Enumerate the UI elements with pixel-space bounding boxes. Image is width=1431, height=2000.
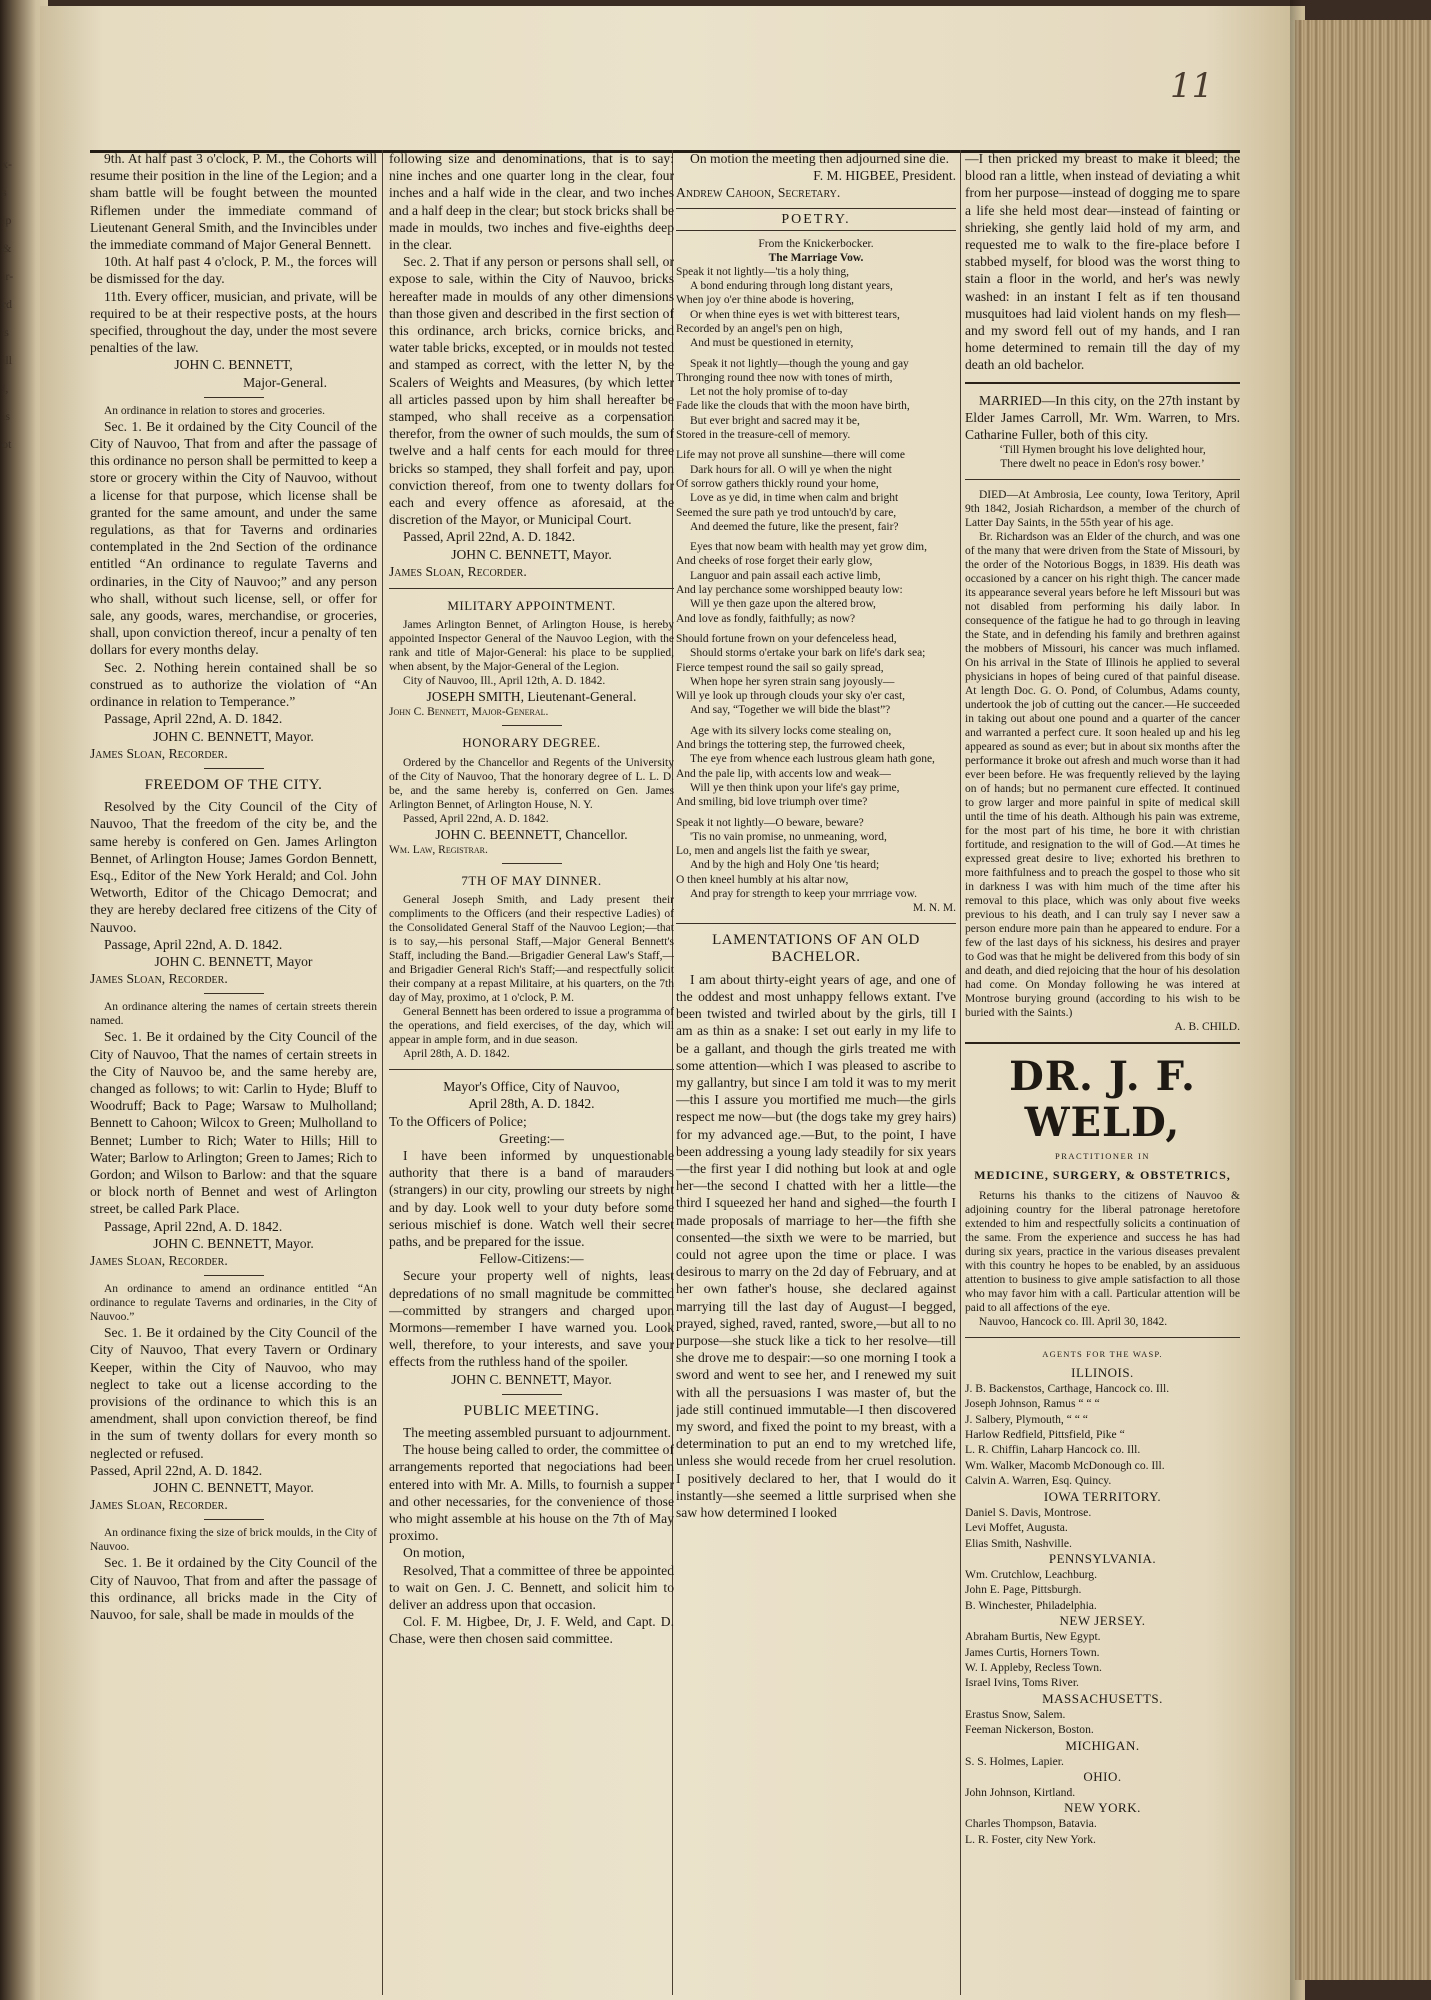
ordinance-section: Sec. 2. That if any person or persons shall sell, or expose to sale, within the City of Nauvoo, bricks hereafter made in moulds of any other dimensions than those given and described in the first section of this ordinance, arch bricks, cornice bricks, and water table bricks, excepted, or in moulds not tested and stamped as correct, with the letter N, by the Scalers of Weights and Measures, (by which letter all articles passed upon by him shall hereafter be stamped, who shall receive as a corpensation therefor, from the owner of such moulds, the sum of twelve and a half cents for each mould for three bricks so stamped, they shall forfeit and pay, upon conviction thereof, from one to twenty dollars for each and every offence as aforesaid, at the discretion of the Mayor, or Municipal Court. (389, 254, 674, 528)
poem-line: O then kneel humbly at his altar now, (676, 873, 849, 886)
column-2 (389, 150, 674, 1995)
agent-entry: B. Winchester, Philadelphia. (965, 1598, 1097, 1612)
poem-line: Languor and pain assail each active limb, (690, 569, 881, 582)
left-page-fragment: ot (2, 437, 12, 451)
divider (676, 923, 956, 924)
column-1 (90, 150, 377, 1995)
agents-list (965, 1365, 1240, 1847)
left-page-fragment: ir- (2, 269, 14, 283)
mayor-signature: JOHN C. BENNETT, Mayor. (153, 1235, 314, 1251)
poem-source: From the Knickerbocker. (758, 237, 874, 250)
advertisement-date: Nauvoo, Hancock co. Ill. April 30, 1842. (979, 1315, 1168, 1328)
poem-line: And brings the tottering step, the furrowed cheek, (676, 739, 905, 752)
poem-line: But ever bright and sacred may it be, (690, 414, 860, 427)
dinner-text: General Bennett has been ordered to issue a programma of the operations, and field exercises, of the day, which will appear in ample form, and in due season. (389, 1006, 674, 1047)
agent-entry: James Curtis, Horners Town. (965, 1645, 1100, 1659)
mayor-signature: JOHN C. BENNETT, Mayor. (153, 1480, 314, 1496)
police-notice: I have been informed by unquestionable authority that there is a band of marauders (strangers) in our city, prowling our streets by night and by day. Look well to your duty before some serious mischief is done. Watch well their secret paths, and be prepared for the issue. (389, 1147, 674, 1249)
lament-text: I am about thirty-eight years of age, and one of the oddest and most unhappy fellows extant. I've been twisted and twirled about by the girls, till I am as thin as a snake: I set out early in my life to be a gallant, and though the girls treated me with some attention—which I was pleased to ascribe to my gallantry, but since I am told it was to my merit—this I assure you mortified me much—the girls respect me now—but (the dogs take my grey hairs) for my advanced age.—But, to the point, I have been addressing a young lady steadily for six years—the first year I did nothing but look at and ogle her—the second I chatted with her a little—the third I squeezed her hand and sighed—the fourth I made proposals of marriage to her—the fifth she consented—the sixth we were to be married, but could not agree upon the time or place. I was desirous to marry on the 2d day of February, and at her own father's house, she declared against marrying till the last day of August—I begged, prayed, sighed, raved, ranted, swore,—but all to no purpose—she stuck like a tick to her resolve—till she drove me to despair:—so one morning I took a sword and went to see her, and I renewed my suit with all the persuasions I was master of, but the jade still continued immutable—I then discovered my sword, and fixed the point to my breast, with a determination to put an end to my wretched life, unless she would recede from her cruel resolution. I positively declared to her, that I would do it instantly—she seemed a little surprised when she saw how determined I looked (676, 971, 956, 1520)
agent-entry: Levi Moffet, Augusta. (965, 1521, 1068, 1535)
agent-entry: Charles Thompson, Batavia. (965, 1817, 1097, 1831)
divider (502, 725, 562, 726)
poem-line: Speak it not lightly—'tis a holy thing, (676, 265, 849, 278)
poem-line: Should storms o'ertake your bark on life's dark sea; (690, 647, 926, 660)
meeting-text: Col. F. M. Higbee, Dr, J. F. Weld, and Capt. D. Chase, were then chosen said committee. (389, 1614, 674, 1647)
section-heading: LAMENTATIONS OF AN OLD BACHELOR. (712, 932, 920, 966)
divider (389, 1069, 674, 1070)
poem-line: Stored in the treasure-cell of memory. (676, 429, 851, 442)
divider (965, 1042, 1240, 1044)
agent-entry: W. I. Appleby, Recless Town. (965, 1660, 1102, 1674)
section-heading: HONORARY DEGREE. (462, 735, 601, 751)
agent-entry: John Johnson, Kirtland. (965, 1785, 1076, 1799)
left-page-fragment: ill (2, 353, 13, 367)
meeting-adjourned: On motion the meeting then adjourned sine die. (690, 151, 949, 166)
signature-name: JOHN C. BENNETT, (174, 357, 293, 373)
chancellor-signature: JOHN C. BEENNETT, Chancellor. (435, 826, 628, 842)
meeting-text: The house being called to order, the committee of arrangements reported that negociations had been entered into with Mr. A. Mills, to fournish a supper and other necessaries, for the convenience of those who might assemble at his house on the 7th of May proximo. (389, 1442, 674, 1544)
poem-line: And the pale lip, with accents low and weak— (676, 767, 891, 780)
appointment-text: James Arlington Bennet, of Arlington House, is hereby appointed Inspector General of the Nauvoo Legion, with the rank and title of Major-General: his place to be supplied, when absent, by the Major-General of the Legion. (389, 619, 674, 674)
marriage-verse: ‘Till Hymen brought his love delighted hour, (999, 444, 1206, 457)
divider (965, 479, 1240, 480)
agent-state-heading: IOWA TERRITORY. (1043, 1488, 1162, 1504)
poem-line: When hope her syren strain sang joyously— (690, 675, 895, 688)
poem-line: 'Tis no vain promise, no unmeaning, word, (690, 830, 887, 843)
registrar-signature: Wm. Law, Registrar. (389, 843, 488, 856)
poem-line: Recorded by an angel's pen on high, (676, 323, 843, 335)
poem-line: And must be questioned in eternity, (690, 337, 854, 350)
poem-line: Let not the holy promise of to-day (690, 386, 848, 399)
left-page-fragment: x- (2, 157, 12, 171)
poem-line: Speak it not lightly—though the young and gay (690, 357, 909, 370)
mayors-office-heading: Mayor's Office, City of Nauvoo, (443, 1079, 620, 1095)
agent-entry: John E. Page, Pittsburgh. (965, 1583, 1082, 1597)
ordinance-section: Sec. 1. Be it ordained by the City Council of the City of Nauvoo, That from and after the passage of this ordinance, all bricks made in the City of Nauvoo, for sale, shall be made in moulds of the (90, 1555, 377, 1623)
agent-entry: Feeman Nickerson, Boston. (965, 1723, 1094, 1737)
divider (965, 382, 1240, 384)
agent-state-heading: PENNSYLVANIA. (1048, 1550, 1157, 1566)
poem-line: Age with its silvery locks come stealing on, (690, 724, 892, 737)
meeting-text: The meeting assembled pursuant to adjournment. (403, 1424, 672, 1440)
section-heading: 7TH OF MAY DINNER. (461, 872, 602, 888)
passage-date: Passage, April 22nd, A. D. 1842. (104, 711, 283, 727)
column-rule (960, 150, 961, 1995)
dinner-text: General Joseph Smith, and Lady present their compliments to the Officers (and their respective Ladies) of the Consolidated General Staff of the Nauvoo Legion;—that is to say,—his personal Staff,—Major General Bennett's Staff, including the Band.—Brigadier General Law's Staff,—and Brigadier General Rich's Staff;—and respectfully solicit their company at a repast Militaire, at his quarters, on the 7th day of May, proximo, at 1 o'clock, P. M. (389, 894, 674, 1005)
agent-entry: Wm. Crutchlow, Leachburg. (965, 1567, 1098, 1581)
divider (204, 1519, 264, 1520)
advertisement-specialties: MEDICINE, SURGERY, & OBSTETRICS, (974, 1168, 1231, 1183)
poem-line: Should fortune frown on your defenceless head, (676, 632, 897, 645)
signature-title: Major-General. (243, 374, 327, 390)
passage-date: Passage, April 22nd, A. D. 1842. (104, 936, 283, 952)
advertisement-title: DR. J. F. WELD, (1009, 1053, 1196, 1147)
dinner-date: April 28th, A. D. 1842. (403, 1048, 510, 1061)
recorder-signature: James Sloan, Recorder. (90, 971, 228, 987)
agent-state-heading: OHIO. (1083, 1768, 1122, 1784)
poem-title: The Marriage Vow. (768, 251, 864, 264)
passage-date: Passed, April 22nd, A. D. 1842. (403, 812, 549, 825)
left-page-fragment: ip (2, 213, 12, 227)
ordinance-title: An ordinance fixing the size of brick moulds, in the City of Nauvoo. (90, 1527, 377, 1554)
mayor-signature: JOHN C. BENNETT, Mayor. (153, 728, 314, 744)
recorder-signature: James Sloan, Recorder. (90, 1252, 228, 1268)
agent-entry: J. Salbery, Plymouth, “ “ “ (965, 1412, 1088, 1426)
mayor-signature: JOHN C. BENNETT, Mayor. (451, 1371, 612, 1387)
recorder-signature: James Sloan, Recorder. (389, 563, 527, 579)
agent-entry: Calvin A. Warren, Esq. Quincy. (965, 1474, 1112, 1488)
lament-continuation: —I then pricked my breast to make it bleed; the blood ran a little, when instead of deviating a whit from her purpose—instead of dogging me to spare a life she held most dear—instead of fainting or shrieking, she gently laid hold of my arm, and requested me to walk to the fire-place before I stabbed myself, for blood was the worst thing to stain a floor in the world, and her's was newly washed: in an instant I felt as if ten thousand musquitoes had laid violent hands on my flesh—and my sword fell out of my hands, and I ran home determined to remain till the day of my death an old bachelor. (965, 151, 1240, 373)
order-9th: 9th. At half past 3 o'clock, P. M., the Cohorts will resume their position in the line of the Legion; and a sham battle will be fought between the mounted Riflemen under the immediate command of Lieutenant General Smith, and the Invincibles under the immediate command of Major General Bennett. (90, 151, 377, 253)
passage-date: Passed, April 22nd, A. D. 1842. (90, 1462, 263, 1478)
page-edge-shadow (1290, 0, 1302, 2000)
agent-entry: Abraham Burtis, New Egypt. (965, 1630, 1101, 1644)
column-4 (965, 150, 1240, 1995)
left-page-fragment: rd (2, 297, 12, 311)
poem-line: Will ye then gaze upon the altered brow, (690, 598, 876, 611)
poem-line: And deemed the future, like the present, fair? (690, 520, 899, 533)
divider (502, 863, 562, 864)
agent-entry: Elias Smith, Nashville. (965, 1536, 1072, 1550)
poem-line: And smiling, bid love triumph over time? (676, 796, 868, 809)
ordinance-continuation: following size and denominations, that is to say: nine inches and one quarter long in the clear, four inches and a half wide in the clear, and two inches and a half deep in the clear; but stock bricks shall be made in moulds, two inches and five-eighths deep in the clear. (389, 151, 674, 253)
mayor-signature: JOHN C. BENNETT, Mayor (154, 953, 313, 969)
ordinance-title: An ordinance to amend an ordinance entitled “An ordinance to regulate Taverns and ordinaries, in the City of Nauvoo.” (90, 1283, 377, 1324)
secretary-signature: Andrew Cahoon, Secretary. (676, 185, 841, 201)
poem-line: Will ye look up through clouds your sky o'er cast, (676, 690, 906, 703)
agent-entry: Wm. Walker, Macomb McDonough co. Ill. (965, 1458, 1165, 1472)
poem-line: Lo, men and angels list the faith ye swear, (676, 845, 870, 858)
agent-state-heading: ILLINOIS. (1071, 1364, 1134, 1380)
poem-line: Fierce tempest round the sail so gaily spread, (676, 661, 884, 674)
ordinance-section: Sec. 1. Be it ordained by the City Council of the City of Nauvoo, That every Tavern or Ordinary Keeper, within the City of Nauvoo, who may neglect to take out a license according to the provisions of the ordinance to which this is an amendment, shall upon conviction thereof, be find in the sum of twenty dollars for every month so neglected or refused. (90, 1325, 377, 1461)
poem-line: The eye from whence each lustrous gleam hath gone, (690, 753, 935, 766)
police-address: To the Officers of Police; (389, 1113, 527, 1129)
agent-state-heading: MICHIGAN. (1065, 1737, 1140, 1753)
appointment-date: City of Nauvoo, Ill., April 12th, A. D. 1842. (403, 675, 606, 688)
section-heading: PUBLIC MEETING. (463, 1402, 600, 1419)
left-page-fragment: s (2, 185, 7, 199)
agent-entry: J. B. Backenstos, Carthage, Hancock co. Ill. (965, 1381, 1170, 1395)
advertisement-subtitle: PRACTITIONER IN (1055, 1151, 1150, 1162)
poem-line: And love as fondly, faithfully; as now? (676, 612, 856, 625)
poem-line: Seemed the sure path ye trod untouch'd by care, (676, 506, 897, 519)
order-11th: 11th. Every officer, musician, and private, will be required to be at their respective posts, at the hours specified, throughout the day, under the most severe penalties of the law. (90, 288, 377, 356)
divider (204, 768, 264, 769)
resolution-text: Resolved by the City Council of the City of Nauvoo, That the freedom of the city be, and the same hereby is confered on Gen. James Arlington Bennet, of Arlington House; James Gordon Bennett, Esq., Editor of the New York Herald; and Col. John Wetworth, Editor of the Chicago Democrat; and they are hereby declared free citizens of the City of Nauvoo. (90, 799, 377, 935)
poem-line: Or when thine eyes is wet with bitterest tears, (690, 308, 900, 321)
agent-entry: L. R. Chiffin, Laharp Hancock co. Ill. (965, 1443, 1141, 1457)
joseph-smith-signature: JOSEPH SMITH, Lieutenant-General. (426, 689, 637, 705)
advertisement-body: Returns his thanks to the citizens of Nauvoo & adjoining country for the liberal patronage heretofore extended to him and respectfully solicits a continuation of the same. From the experience and success he has had during six years, practice in the various diseases prevalent with this country he hopes to be enabled, by an assiduous attention to business to give ample satisfaction to all those who may favor him with a call. Particular attention will be paid to all affections of the eye. (965, 1189, 1240, 1314)
column-3 (676, 150, 956, 1995)
poem-initials: M. N. M. (912, 902, 956, 915)
poem-line: And by the high and Holy One 'tis heard; (690, 859, 880, 872)
agents-title: AGENTS FOR THE WASP. (1042, 1348, 1163, 1359)
poem-line: Eyes that now beam with health may yet grow dim, (690, 541, 927, 554)
agent-entry: Harlow Redfield, Pittsfield, Pike “ (965, 1428, 1125, 1442)
ordinance-title: An ordinance altering the names of certain streets therein named. (90, 1001, 377, 1028)
divider (502, 1394, 562, 1395)
divider (389, 588, 674, 589)
page-edges (1295, 20, 1431, 1980)
divider (965, 1337, 1240, 1338)
poem-line: Speak it not lightly—O beware, beware? (676, 816, 864, 829)
recorder-signature: James Sloan, Recorder. (90, 1497, 228, 1513)
left-page-fragment: l, (2, 381, 9, 395)
marriage-verse: There dwelt no peace in Edon's rosy bower.’ (1000, 458, 1205, 471)
section-heading: MILITARY APPOINTMENT. (447, 598, 616, 614)
obituary-text: Br. Richardson was an Elder of the church, and was one of the many that were driven from the State of Missouri, by the order of the Notorious Boggs, in 1839. His death was occasioned by a cancer on his right thigh. The cancer made its appearance several years before he left Missouri but was not disabled from performing his daily labor. In consequence of the fatigue he had to go through in leaving the State, and in defending his family and brethren against the mobbers of Missouri, his cancer was much inflamed. On his arrival in the State of Illinois he applied to several physicians in hopes of being cured of that painful disease. At length Doc. G. O. Pond, of Columbus, Adams county, undertook the job of cutting out the cancer.—He succeeded in taking out about one pound and a quarter of the cancer and warranted a perfect cure. It soon healed up and his leg appeared as sound as ever; but in about six months after the performance it broke out afresh and much worse than it had ever been before. He was frequently relieved by the laying on of hands; but no permanent cure effected. It continued to grow larger and more painful in spite of medical skill until the time of his death. Although his pain was extreme, for the most part of his time, he bore it with christian fortitude, and resignation to the will of God.—At times he expressed great desire to live; exhorted his brethren to more faithfulness and to preach the gospel to those who sit in darkness I was with him much of the time after his removal to this place, which was only about five weeks previous to his death, and I can truly say I never saw a person endure more pain than he appeared to endure. For a few of the last days of his sickness, his desires and prayer to God was that he might be delivered from this body of sin and death, and died rejoicing that the hour of his desolation had come. On Monday following he was intered at Montrose burying ground (according to his wish to be buried with the Saints.) (965, 531, 1240, 1020)
ordinance-section: Sec. 1. Be it ordained by the City Council of the City of Nauvoo, That from and after the passage of this ordinance no person shall be permitted to keep a store or grocery within the City of Nauvoo, without a license for that purpose, which license shall be granted for the same amount, and under the same regulations, as that for Taverns and ordinaries contemplated in the 2nd Section of the ordinance entitled “An ordinance to regulate Taverns and ordinaries, in the City of Nauvoo;” and any person who shall, without such license, sell, or offer for sale, any goods, wares, merchandise, or groceries, shall, upon conviction thereof, incur a penalty of ten dollars for every months delay. (90, 418, 377, 658)
divider (204, 1275, 264, 1276)
divider (204, 397, 264, 398)
obituary-signature: A. B. CHILD. (1174, 1021, 1240, 1034)
poetry-header: POETRY. (676, 208, 956, 231)
poem-line: Dark hours for all. O will ye when the night (690, 463, 892, 476)
president-signature: F. M. HIGBEE, President. (813, 168, 956, 184)
ordinance-section: Sec. 1. Be it ordained by the City Council of the City of Nauvoo, That the names of certain streets in the City of Nauvoo be, and the same hereby are, changed as follows; to wit: Carlin to Hyde; Bluff to Woodruff; Back to Page; Warsaw to Mulholland; Bennett to Cahoon; Wilcox to Green; Mulholland to Bennet; Lumber to Rich; Water to Hills; Hill to Water; Barlow to Arlington; Green to James; Rich to Gordon; and Wilson to Barlow: and that the square or block north of Bennet and west of Arlington street, be called Park Place. (90, 1029, 377, 1217)
citizen-notice: Secure your property well of nights, least depredations of no small magnitude be committed—committed by strangers and charged upon Mormons—remember I have warned you. Look well, therefore, to your interests, and save your effects from the ruthless hand of the spoiler. (389, 1268, 674, 1370)
poem-line: And lay perchance some worshipped beauty low: (676, 584, 903, 597)
poem-line: When joy o'er thine abode is hovering, (676, 294, 855, 307)
mayor-signature: JOHN C. BENNETT, Mayor. (451, 546, 612, 562)
death-notice: DIED—At Ambrosia, Lee county, Iowa Teritory, April 9th 1842, Josiah Richardson, a member of the church of Latter Day Saints, in the 55th year of his age. (965, 489, 1240, 530)
poem-line: Love as ye did, in time when calm and bright (690, 492, 899, 505)
poem-line: And pray for strength to keep your mrrriage vow. (690, 887, 917, 900)
column-rule (382, 150, 383, 1995)
meeting-text: Resolved, That a committee of three be appointed to wait on Gen. J. C. Bennett, and solicit him to deliver an address upon that occasion. (389, 1562, 674, 1612)
left-page-fragment: is (2, 409, 11, 423)
divider (204, 993, 264, 994)
poem-line: A bond enduring through long distant years, (690, 280, 893, 293)
agent-state-heading: MASSACHUSETTS. (1042, 1690, 1163, 1706)
fellow-citizens: Fellow-Citizens:— (479, 1251, 584, 1267)
poem-line: And cheeks of rose forget their early glow, (676, 555, 873, 568)
agent-entry: Israel Ivins, Toms River. (965, 1676, 1079, 1690)
section-heading: FREEDOM OF THE CITY. (144, 776, 323, 793)
order-10th: 10th. At half past 4 o'clock, P. M., the forces will be dismissed for the day. (90, 254, 377, 287)
degree-text: Ordered by the Chancellor and Regents of the University of the City of Nauvoo, That the honorary degree of L. L. D. be, and the same hereby is, conferred on Gen. James Arlington Bennet, of Arlington House, N. Y. (389, 756, 674, 811)
mayors-office-date: April 28th, A. D. 1842. (468, 1096, 595, 1112)
poem-line: Will ye then think upon your life's gay prime, (690, 781, 900, 794)
agent-entry: S. S. Holmes, Lapier. (965, 1754, 1064, 1768)
agent-entry: Daniel S. Davis, Montrose. (965, 1505, 1092, 1519)
marriage-notice: MARRIED—In this city, on the 27th instant by Elder James Carroll, Mr. Wm. Warren, to Mrs. Catharine Fuller, both of this city. (965, 392, 1240, 443)
agent-state-heading: NEW JERSEY. (1059, 1613, 1146, 1629)
poem-body (676, 265, 956, 901)
ordinance-section: Sec. 2. Nothing herein contained shall be so construed as to authorize the violation of “An ordinance in relation to Temperance.” (90, 659, 377, 710)
left-page-fragment: & (2, 241, 12, 255)
agent-entry: L. R. Foster, city New York. (965, 1832, 1096, 1846)
ordinance-title: An ordinance in relation to stores and groceries. (104, 404, 325, 417)
poem-line: Of sorrow gathers thickly round your home, (676, 477, 879, 490)
agent-state-heading: NEW YORK. (1064, 1800, 1141, 1816)
bennett-signature: John C. Bennett, Major-General. (389, 706, 549, 719)
left-page-fragments (2, 150, 32, 458)
poem-line: Thronging round thee now with tones of mirth, (676, 371, 893, 384)
poem-line: And say, “Together we will bide the blast”? (690, 704, 891, 717)
passage-date: Passage, April 22nd, A. D. 1842. (104, 1218, 283, 1234)
left-page-fragment: 's (2, 325, 9, 339)
recorder-signature: James Sloan, Recorder. (90, 745, 228, 761)
poem-line: Fade like the clouds that with the moon have birth, (676, 400, 910, 413)
passage-date: Passed, April 22nd, A. D. 1842. (403, 529, 576, 545)
greeting: Greeting:— (499, 1130, 564, 1146)
page-number-mark: 11 (1170, 66, 1214, 106)
agent-entry: Erastus Snow, Salem. (965, 1707, 1066, 1721)
agent-entry: Joseph Johnson, Ramus “ “ “ (965, 1397, 1100, 1411)
poem-line: Life may not prove all sunshine—there will come (676, 449, 905, 462)
meeting-text: On motion, (403, 1545, 465, 1561)
